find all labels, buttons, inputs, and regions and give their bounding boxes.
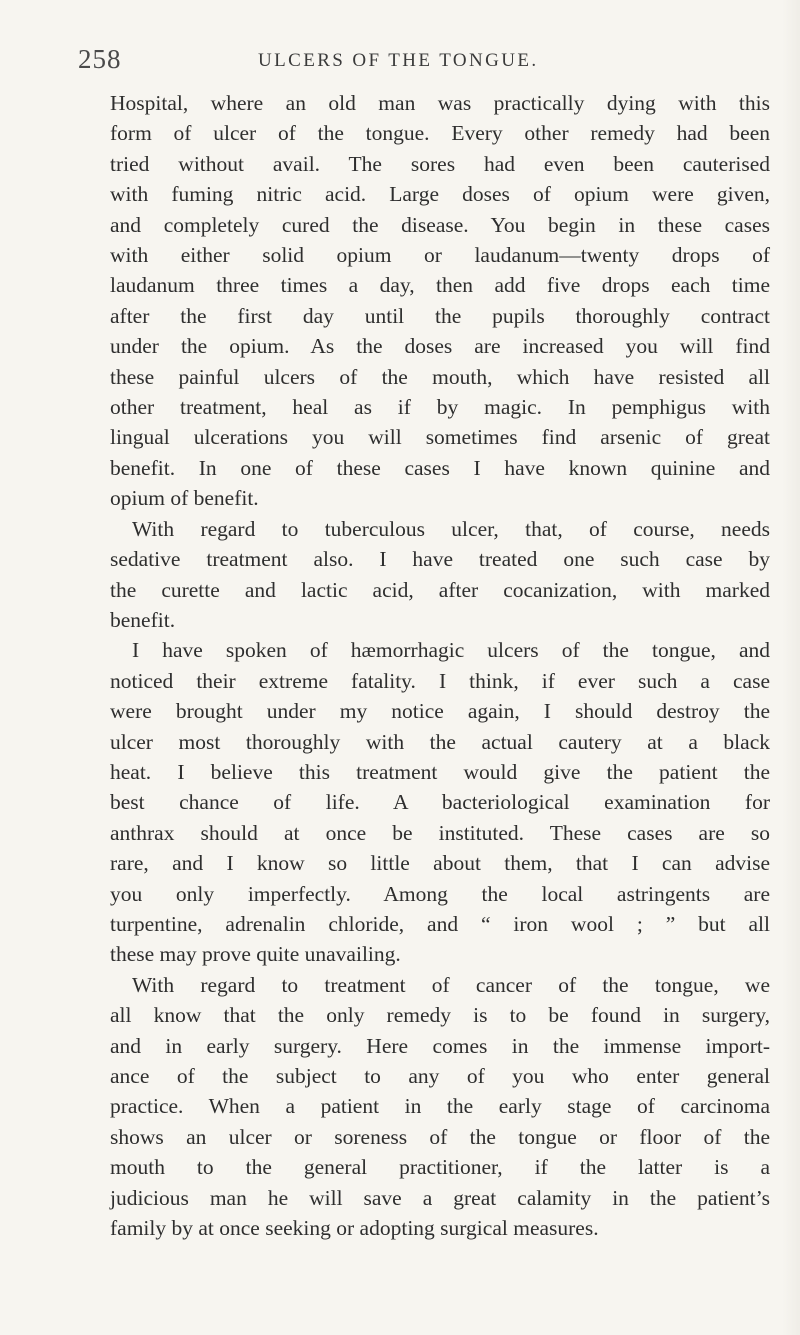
text-line: anthrax should at once be instituted. These cases are so xyxy=(110,820,770,845)
text-line: the curette and lactic acid, after cocanization, with marked xyxy=(110,577,770,602)
text-line: lingual ulcerations you will sometimes find arsenic of great xyxy=(110,425,770,450)
text-line: tried without avail. The sores had even been cauterised xyxy=(110,151,770,176)
text-line: ance of the subject to any of you who enter general xyxy=(110,1064,770,1088)
text-line: benefit. xyxy=(110,607,176,632)
text-line: ulcer most thoroughly with the actual cautery at a black xyxy=(110,729,770,754)
text-line: form of ulcer of the tongue. Every other remedy had been xyxy=(110,121,770,146)
text-line: laudanum three times a day, then add five drops each time xyxy=(110,273,770,298)
text-line: other treatment, heal as if by magic. In pemphigus with xyxy=(110,395,770,420)
text-line: rare, and I know so little about them, that I can advise xyxy=(110,851,770,876)
text-line: were brought under my notice again, I should destroy the xyxy=(110,699,770,724)
body-text xyxy=(110,88,770,1243)
text-line: turpentine, adrenalin chloride, and “ iron wool ; ” but all xyxy=(110,911,770,936)
text-line: these painful ulcers of the mouth, which have resisted all xyxy=(110,364,770,389)
page-edge-shadow xyxy=(782,0,800,1335)
text-line: shows an ulcer or soreness of the tongue or floor of the xyxy=(110,1124,770,1149)
page-number: 258 xyxy=(78,44,122,74)
text-line: with fuming nitric acid. Large doses of opium were given, xyxy=(110,182,770,207)
text-line: Hospital, where an old man was practically dying with this xyxy=(110,91,770,115)
text-line: With regard to tuberculous ulcer, that, of course, needs xyxy=(132,516,770,541)
running-title: ULCERS OF THE TONGUE. xyxy=(258,50,539,71)
running-head xyxy=(78,44,706,74)
text-line: practice. When a patient in the early stage of carcinoma xyxy=(110,1094,770,1119)
text-line: under the opium. As the doses are increased you will find xyxy=(110,334,770,359)
text-line: family by at once seeking or adopting surgical measures. xyxy=(110,1216,599,1241)
text-line: and completely cured the disease. You begin in these cases xyxy=(110,212,770,237)
text-line: benefit. In one of these cases I have known quinine and xyxy=(110,455,770,480)
text-line: after the first day until the pupils thoroughly contract xyxy=(110,303,770,328)
text-line: I have spoken of hæmorrhagic ulcers of the tongue, and xyxy=(132,638,770,663)
text-line: With regard to treatment of cancer of the tongue, we xyxy=(132,972,770,997)
text-line: judicious man he will save a great calamity in the patient’s xyxy=(110,1185,770,1210)
text-line: you only imperfectly. Among the local astringents are xyxy=(110,881,770,906)
text-line: heat. I believe this treatment would give the patient the xyxy=(110,759,770,784)
text-line: noticed their extreme fatality. I think, if ever such a case xyxy=(110,668,770,693)
text-line: all know that the only remedy is to be found in surgery, xyxy=(110,1003,770,1028)
text-line: opium of benefit. xyxy=(110,486,259,511)
text-line: with either solid opium or laudanum—twenty drops of xyxy=(110,243,770,268)
text-line: mouth to the general practitioner, if the latter is a xyxy=(110,1155,770,1180)
text-line: sedative treatment also. I have treated one such case by xyxy=(110,547,770,572)
text-line: best chance of life. A bacteriological examination for xyxy=(110,790,770,815)
text-line: and in early surgery. Here comes in the immense import- xyxy=(110,1033,770,1058)
text-line: these may prove quite unavailing. xyxy=(110,942,401,967)
